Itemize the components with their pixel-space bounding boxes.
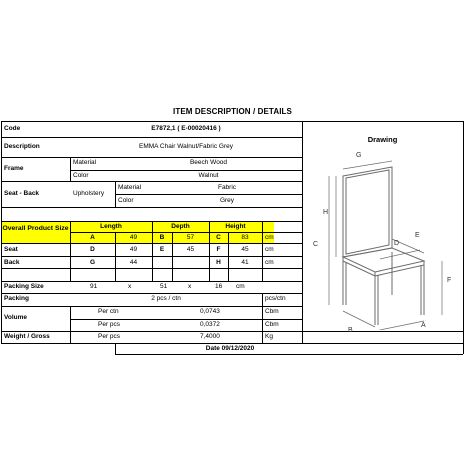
frame-label: Frame: [4, 165, 24, 172]
overall-size-label: Overall Product Size: [2, 225, 69, 232]
overall-height-value: 83: [241, 234, 249, 241]
packing-size-v1: 91: [90, 283, 98, 290]
chair-seat-front: [375, 261, 424, 276]
grid-line: [70, 319, 302, 320]
grid-line: [70, 170, 302, 171]
description-label: Description: [4, 143, 40, 150]
grid-line: [1, 306, 302, 307]
drawing-letter-e: E: [415, 232, 420, 239]
dimension-line: [375, 321, 424, 330]
chair-seat-side: [343, 257, 375, 276]
grid-line: [115, 181, 116, 207]
chair-leg: [375, 275, 378, 325]
description-value: EMMA Chair Walnut/Fabric Grey: [138, 143, 234, 150]
drawing-letter-c: C: [313, 241, 319, 248]
overall-length-value: 49: [129, 234, 138, 241]
volume-label: Volume: [4, 314, 27, 321]
seat-height-letter: F: [216, 246, 221, 253]
back-height-value: 41: [241, 259, 249, 266]
dimension-line: [343, 161, 392, 169]
grid-line: [262, 293, 263, 343]
volume-per-pcs-unit: Cbm: [265, 321, 279, 328]
volume-per-ctn-unit: Cbm: [265, 308, 279, 315]
packing-label: Packing: [4, 295, 29, 302]
seat-height-value: 45: [241, 246, 249, 253]
drawing-letter-g: G: [356, 152, 362, 159]
drawing-letter-f: F: [447, 277, 452, 284]
grid-line: [1, 281, 302, 282]
grid-line: [115, 354, 463, 355]
drawing-letter-b: B: [348, 327, 353, 334]
overall-height-letter: C: [216, 234, 221, 241]
chair-backrest-inner: [346, 170, 389, 254]
seat-depth-value: 45: [186, 246, 195, 253]
drawing-label: Drawing: [367, 135, 398, 144]
packing-size-x2: x: [188, 283, 192, 290]
seat-back-label: Seat - Back: [4, 190, 40, 197]
seat-length-value: 49: [129, 246, 138, 253]
drawing-letter-a: A: [421, 322, 426, 329]
seat-back-material-label: Material: [118, 184, 142, 191]
frame-color-value: Walnut: [198, 172, 219, 179]
code-label: Code: [4, 125, 21, 132]
grid-line: [1, 157, 302, 158]
weight-value: 7,4000: [200, 333, 220, 340]
chair-leg: [343, 261, 346, 305]
grid-line: [70, 306, 71, 343]
frame-material-value: Beech Wood: [189, 159, 228, 166]
grid-line: [1, 137, 302, 138]
grid-line: [70, 157, 71, 181]
back-length-value: 44: [129, 259, 138, 266]
seat-unit: cm: [265, 246, 274, 253]
grid-line: [262, 221, 263, 281]
back-height-letter: H: [216, 259, 221, 266]
weight-label: Weight / Gross: [4, 333, 50, 340]
grid-line: [70, 232, 302, 233]
overall-depth-value: 57: [186, 234, 195, 241]
volume-per-pcs-label: Per pcs: [98, 321, 121, 328]
back-unit: cm: [265, 259, 274, 266]
seat-back-color-value: Grey: [219, 197, 235, 204]
seat-back-color-label: Color: [118, 197, 134, 204]
sheet-title: ITEM DESCRIPTION / DETAILS: [173, 107, 292, 116]
code-value: E7872,1 ( E-00020416 ): [151, 125, 221, 132]
depth-header: Depth: [171, 223, 190, 230]
drawing-letter-d: D: [394, 240, 400, 247]
length-header: Length: [100, 223, 122, 230]
frame-material-label: Material: [73, 159, 97, 166]
overall-length-letter: A: [90, 234, 95, 241]
weight-per-pcs-label: Per pcs: [98, 333, 121, 340]
seat-label: Seat: [4, 246, 18, 253]
date-stamp: Date 09/12/2020: [205, 345, 255, 352]
seat-back-material-value: Fabric: [217, 184, 237, 191]
packing-size-x1: x: [128, 283, 132, 290]
height-header: Height: [225, 223, 246, 230]
grid-line: [1, 121, 463, 122]
packing-size-v2: 51: [160, 283, 168, 290]
frame-color-label: Color: [73, 172, 89, 179]
chair-leg: [421, 265, 424, 315]
back-label: Back: [4, 259, 20, 266]
chair-backrest: [343, 167, 392, 257]
packing-value: 2 pcs / ctn: [151, 295, 181, 302]
overall-unit: cm: [265, 234, 274, 241]
dimension-line: [343, 311, 375, 327]
grid-line: [1, 181, 302, 182]
volume-per-ctn-label: Per ctn: [98, 308, 119, 315]
weight-unit: Kg: [265, 333, 273, 340]
grid-line: [1, 207, 302, 208]
grid-line: [115, 194, 302, 195]
overall-depth-letter: B: [159, 234, 165, 241]
seat-length-letter: D: [90, 246, 95, 253]
back-length-letter: G: [89, 259, 96, 266]
packing-size-v3: 16: [215, 283, 223, 290]
upholstery-label: Upholstery: [73, 190, 105, 197]
grid-line: [1, 343, 463, 344]
packing-size-unit: cm: [236, 283, 245, 290]
drawing-letter-h: H: [323, 209, 329, 216]
grid-line: [1, 293, 302, 294]
packing-unit: pcs/ctn: [265, 295, 286, 302]
volume-per-ctn-value: 0,0743: [200, 308, 220, 315]
volume-per-pcs-value: 0,0372: [200, 321, 220, 328]
packing-size-label: Packing Size: [4, 283, 44, 290]
seat-depth-letter: E: [159, 246, 165, 253]
chair-drawing: [300, 155, 465, 330]
